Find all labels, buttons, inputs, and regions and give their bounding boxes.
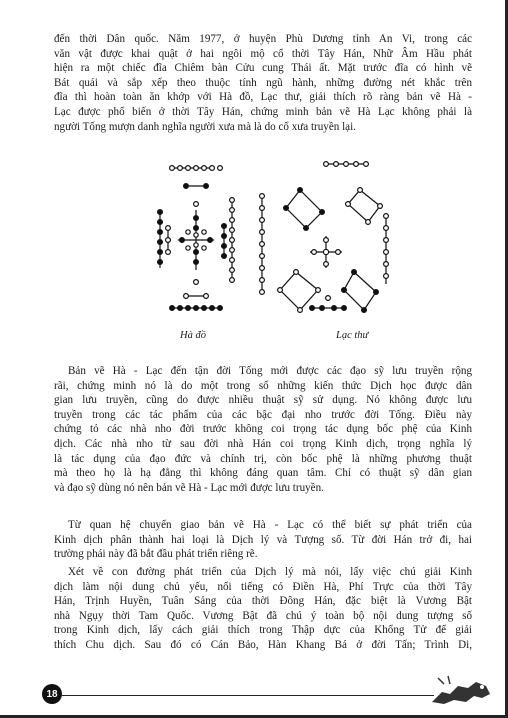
text-line: và đạo sỹ dùng nó nên bản vẽ Hà - Lạc mới được lưu truyền. bbox=[54, 481, 324, 494]
text-line: đĩa thì hoàn toàn ăn khớp với Hà đồ, Lạc thư, giải thích rõ ràng bản vẽ Hà - bbox=[54, 91, 472, 104]
text-line: nhà Ngụy thời Tam Quốc. Vương Bật đã chú ý toàn bộ nội dung tượng số bbox=[54, 609, 472, 622]
text-line: Hán, Trịnh Huyền, Tuân Sảng của thời Đông Hán, đặc biệt là Vương Bật bbox=[54, 595, 472, 608]
text-line: Kinh dịch phân thành hai loại là Dịch lý và Tượng số. Từ đời Hán trở đi, hai bbox=[54, 533, 472, 546]
text-line: dịch làm nội dung chủ yếu, nổi tiếng có Điền Hà, Phí Trực của thời Tây bbox=[54, 580, 472, 593]
text-line: Xét về con đường phát triển của Dịch lý mà nói, lấy việc chú giải Kinh bbox=[68, 566, 472, 578]
text-line: văn vật được khai quật ở hai ngôi mộ cổ thời Tây Hán, Nhữ Âm Hầu phát bbox=[54, 47, 472, 60]
page-number: 18 bbox=[42, 684, 62, 704]
paragraph-4-text bbox=[54, 565, 472, 653]
ha-do-caption: Hà đồ bbox=[180, 330, 206, 341]
text-line: đến thời Dân quốc. Năm 1977, ở huyện Phù Dương tỉnh An Vi, trong các bbox=[54, 33, 472, 45]
text-line: thích Chu dịch. Sau đó có Cán Bảo, Hàn Khang Bá ở đời Tấn; Trình Di, bbox=[54, 638, 472, 651]
text-line: mà theo họ là hạ đẳng thì không đáng quan tâm. Chỉ có thuật sỹ dân gian bbox=[54, 467, 472, 480]
text-line: Lạc được phổ biến ở thời Tây Hán, chứng minh bản vẽ Hà Lạc không phải là bbox=[54, 105, 472, 118]
paragraph-1-text bbox=[54, 32, 472, 134]
paragraph-2 bbox=[54, 364, 472, 495]
text-line: Bát quái và sắp xếp theo thuộc tính ngũ hành, những đường nét khắc trên bbox=[54, 76, 472, 89]
text-line: dịch. Các nhà nho từ sau đời nhà Hán coi trọng Kinh dịch, trọng nghĩa lý bbox=[54, 437, 472, 450]
text-line: Bản vẽ Hà - Lạc đến tận đời Tống mới được các đạo sỹ lưu truyền rộng bbox=[68, 365, 472, 377]
text-line: hiện ra một chiếc đĩa Chiêm bàn Cửu cung Thái ất. Mặt trước đĩa có hình vẽ bbox=[54, 62, 472, 75]
text-line: chứng tỏ các nhà nho đời trước không coi trọng tác dụng bốc phệ của Kinh bbox=[54, 423, 472, 436]
text-line: gian lưu truyền, cũng do được nhiều thuật sỹ sử dụng. Nó không được lưu bbox=[54, 394, 472, 407]
lac-thu-caption: Lạc thư bbox=[336, 330, 369, 341]
text-line: Từ quan hệ chuyển giao bản vẽ Hà - Lạc có thể biết sự phát triển của bbox=[68, 519, 472, 531]
paragraph-3 bbox=[54, 518, 472, 562]
paragraph-3-text bbox=[54, 518, 472, 562]
footer-rule bbox=[62, 695, 434, 696]
paragraph-2-text bbox=[54, 364, 472, 495]
figure-diagram bbox=[150, 160, 400, 350]
paragraph-1 bbox=[54, 32, 472, 134]
text-line: người Tống mượn danh nghĩa người xưa mà là do cổ xưa truyền lại. bbox=[54, 120, 356, 133]
text-line: truyền trong các tác phẩm của các bậc đại nho trước đời Tống. Điều này bbox=[54, 408, 472, 421]
text-line: rãi, chứng minh nó là do một trong số những kiến thức Dịch học được dân bbox=[54, 379, 472, 392]
animal-ornament-icon bbox=[428, 672, 492, 706]
ha-do-lac-thu-figure bbox=[150, 160, 400, 350]
text-line: trong Kinh dịch, lấy cách giải thích trong Thập dực của Khổng Tử để giải bbox=[54, 624, 472, 637]
paragraph-4 bbox=[54, 565, 472, 653]
text-line: là tác dụng của đạo đức và chính trị, còn bốc phệ là những phương thuật bbox=[54, 452, 472, 465]
text-line: trường phái này đã bắt đầu phát triển riêng rẽ. bbox=[54, 548, 258, 561]
